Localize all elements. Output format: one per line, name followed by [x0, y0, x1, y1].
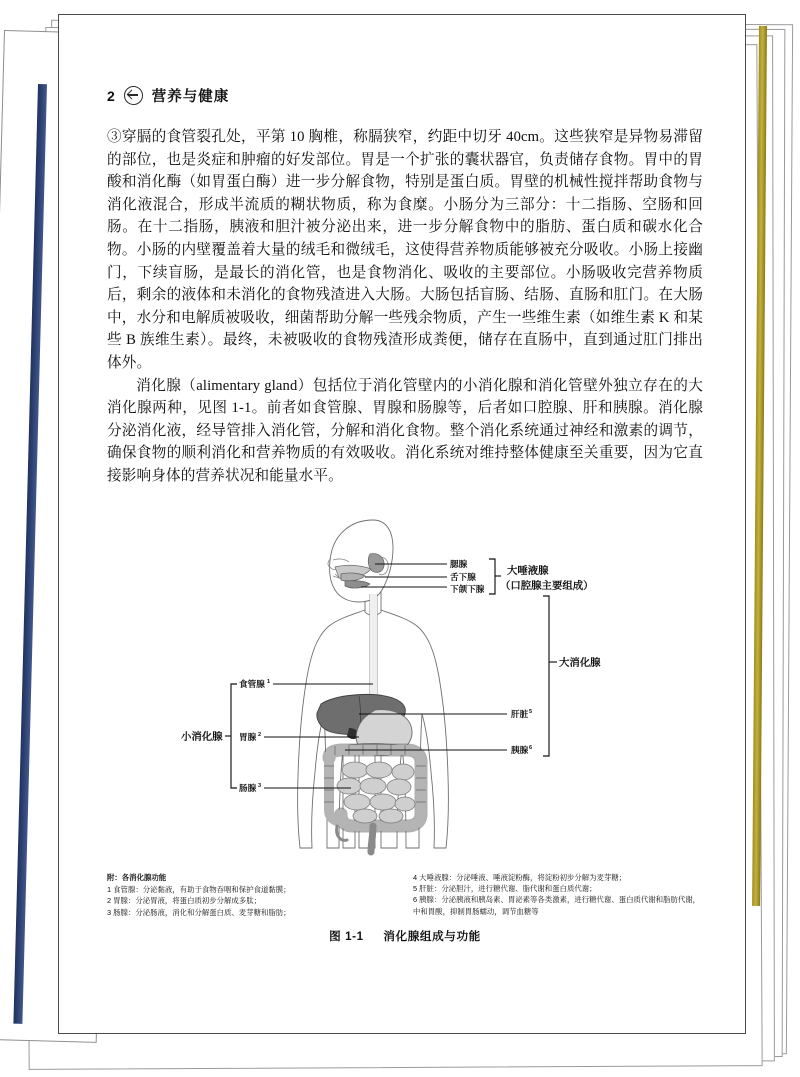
figure-caption-title: 消化腺组成与功能 — [383, 930, 481, 944]
figure-note-4: 4 大唾液腺：分泌唾液、唾液淀粉酶，将淀粉初步分解为麦芽糖； — [413, 872, 627, 882]
body-paragraph-2: 消化腺（alimentary gland）包括位于消化管壁内的小消化腺和消化管壁外独立存在的大消化腺两种，见图 1-1。前者如食管腺、胃腺和肠腺等，后者如口腔腺、肝和胰腺。消化腺分泌消化液，经导管排入消化管，分解和消化食物。整个消化系统通过神经和激素的调节，确保食物的顺利消化和营养物质的有效吸收。消化系统对维持整体健康至关重要，因为它直接影响身体的营养状况和能量水平。 — [107, 377, 703, 484]
running-head-title: 营养与健康 — [151, 89, 230, 105]
figure-artwork — [107, 514, 703, 864]
figure-1-1 — [107, 514, 703, 945]
figure-notes — [107, 872, 703, 919]
label-liver-sup: 5 — [529, 708, 533, 715]
figure-caption-number: 图 1-1 — [329, 930, 364, 944]
label-pancreas: 胰腺 — [511, 744, 529, 755]
running-header — [107, 85, 703, 106]
salivary-group-label-line2: （口腔腺主要组成） — [500, 580, 594, 592]
label-gastric-gland-sup: 2 — [258, 731, 262, 738]
label-sublingual-gland: 舌下腺 — [450, 571, 476, 582]
label-pancreas-sup: 6 — [529, 744, 533, 751]
figure-caption — [107, 928, 703, 944]
back-arrow-circle-icon — [124, 86, 143, 105]
label-group-salivary-glands — [361, 558, 594, 594]
figure-note-6: 6 胰腺：分泌胰液和胰岛素、胃泌素等各类激素，进行糖代谢、蛋白质代谢和脂肪代谢，中和胃酸，抑制胃肠蠕动，调节血糖等 — [413, 895, 701, 916]
label-esophageal-gland-sup: 1 — [267, 678, 271, 685]
figure-notes-title: 附：各消化腺功能 — [107, 872, 167, 882]
figure-note-3: 3 肠腺：分泌肠液，消化和分解蛋白质、麦芽糖和脂肪； — [107, 907, 291, 917]
human-body-figure — [298, 520, 449, 852]
label-parotid-gland: 腮腺 — [450, 558, 468, 569]
body-paragraph-1: ③穿膈的食管裂孔处，平第 10 胸椎，称膈狭窄，约距中切牙 40cm。这些狭窄是异物易滞留的部位，也是炎症和肿瘤的好发部位。胃是一个扩张的囊状器官，负责储存食物。胃中的胃酸和消化酶（如胃蛋白酶）进一步分解食物，特别是蛋白质。胃壁的机械性搅拌帮助食物与消化液混合，形成半流质的糊状物质，称为食糜。小肠分为三部分：十二指肠、空肠和回肠。在十二指肠，胰液和胆汁被分泌出来，进一步分解食物中的脂肪、蛋白质和碳水化合物。小肠的内壁覆盖着大量的绒毛和微绒毛，这使得营养物质能够被充分吸收。小肠上接幽门，下续盲肠，是最长的消化管，也是食物消化、吸收的主要部位。小肠吸收完营养物质后，剩余的液体和未消化的食物残渣进入大肠。大肠包括盲肠、结肠、直肠和肛门。在大肠中，水分和电解质被吸收，细菌帮助分解一些残余物质，产生一些维生素（如维生素 K 和某些 B 族维生素）。最终，未被吸收的食物残渣形成粪便，储存在直肠中，直到通过肛门排出体外。 — [107, 129, 703, 371]
figure-note-5: 5 肝脏：分泌胆汁，进行糖代谢、脂代谢和蛋白质代谢； — [413, 883, 597, 893]
label-submandibular-gland: 下颌下腺 — [450, 583, 485, 594]
figure-notes-right-column — [413, 872, 703, 919]
figure-notes-left-column — [107, 872, 397, 919]
book-page — [58, 14, 746, 1034]
label-gastric-gland: 胃腺 — [239, 731, 257, 742]
small-gland-group-label: 小消化腺 — [181, 731, 223, 743]
label-liver: 肝脏 — [511, 708, 529, 719]
label-intestinal-gland-sup: 3 — [258, 782, 262, 789]
label-intestinal-gland: 肠腺 — [239, 782, 257, 793]
label-esophageal-gland: 食管腺 — [239, 678, 265, 689]
figure-note-2: 2 胃腺：分泌胃液，将蛋白质初步分解成多肽； — [107, 896, 261, 906]
figure-note-1: 1 食管腺：分泌黏液，有助于食物吞咽和保护食道黏膜； — [107, 884, 291, 894]
salivary-group-label-line1: 大唾液腺 — [507, 565, 549, 577]
large-gland-group-label: 大消化腺 — [559, 657, 601, 669]
page-number: 2 — [107, 87, 115, 104]
